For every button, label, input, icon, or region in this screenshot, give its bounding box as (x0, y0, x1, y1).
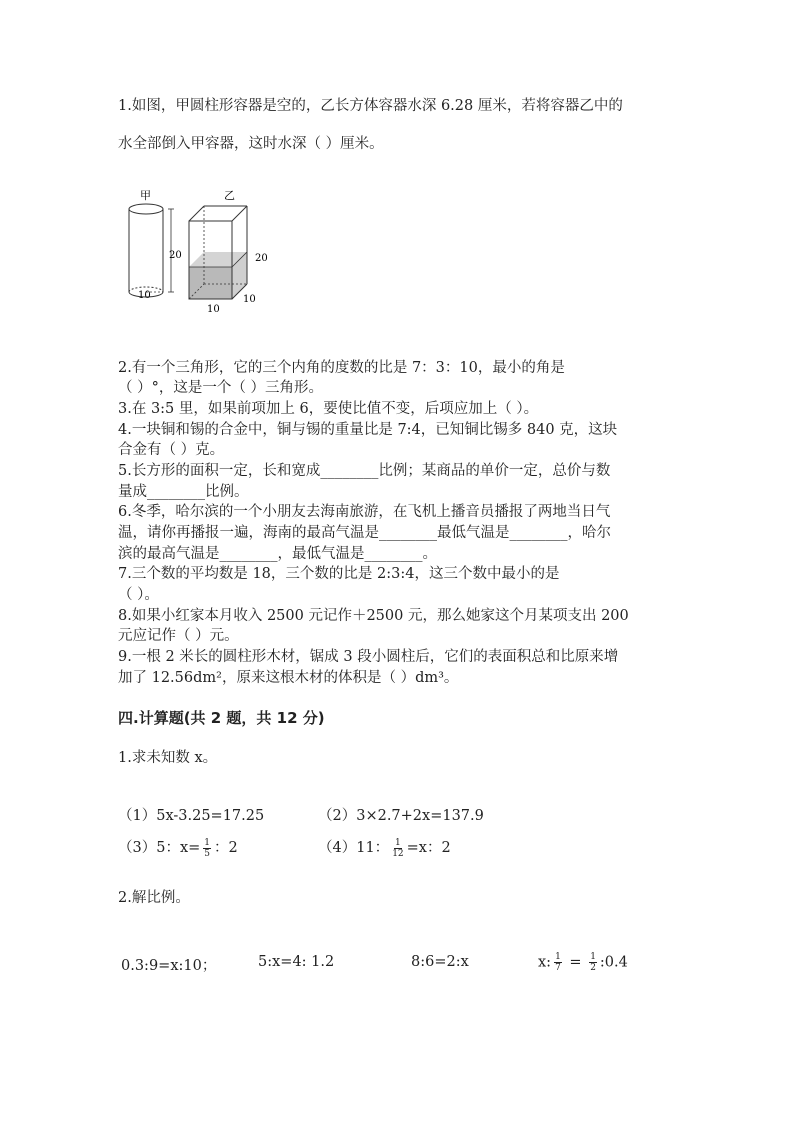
container-figure (118, 188, 278, 316)
q1-line1: 1.如图，甲圆柱形容器是空的，乙长方体容器水深 6.28 厘米，若将容器乙中的 (118, 98, 623, 114)
q9-line2: 加了 12.56dm²，原来这根木材的体积是（ ）dm³。 (118, 670, 459, 686)
q6-line2: 温，请你再播报一遍，海南的最高气温是________最低气温是________，哈尔 (118, 525, 611, 541)
q2-line2: （ ）°，这是一个（ ）三角形。 (118, 380, 323, 396)
q7-line1: 7.三个数的平均数是 18，三个数的比是 2:3:4，这三个数中最小的是 (118, 566, 560, 582)
q6-line1: 6.冬季，哈尔滨的一个小朋友去海南旅游，在飞机上播音员播报了两地当日气 (118, 504, 611, 520)
calc2-eq-1: 0.3:9=x:10； (121, 958, 217, 974)
cyl-diameter-label: 10 (138, 290, 151, 301)
calc1-p4-left: （4）11： (318, 840, 390, 856)
box-height-label: 20 (255, 253, 268, 264)
q4-line1: 4.一块铜和锡的合金中，铜与锡的重量比是 7:4，已知铜比锡多 840 克，这块 (118, 422, 618, 438)
fraction-one-half: $\frac{1}{2}$ (590, 952, 596, 973)
cyl-height-label: 20 (169, 250, 182, 261)
calc1-problem-3 (118, 836, 238, 859)
calc2-eq-3: 8:6=2:x (411, 954, 469, 970)
calc2-title: 2.解比例。 (118, 890, 190, 906)
label-jia: 甲 (140, 189, 151, 202)
fraction-one-fifth: $\frac{1}{5}$ (204, 837, 211, 859)
fraction-one-twelfth: $\frac{1}{12}$ (392, 837, 404, 859)
q1-line2: 水全部倒入甲容器，这时水深（ ）厘米。 (118, 136, 384, 152)
q8-line1: 8.如果小红家本月收入 2500 元记作＋2500 元，那么她家这个月某项支出 200 (118, 608, 629, 624)
q7-line2: （ ）。 (118, 587, 159, 603)
label-yi: 乙 (224, 189, 235, 202)
calc2-eq-4: x: $\frac{1}{7}$ = $\frac{1}{2}$ :0.4 (538, 952, 628, 973)
section4-title: 四.计算题(共 2 题，共 12 分) (118, 709, 325, 727)
q5-line1: 5.长方形的面积一定，长和宽成________比例；某商品的单价一定，总价与数 (118, 463, 611, 479)
calc1-problem-4 (318, 836, 451, 859)
box-width-label: 10 (207, 304, 220, 315)
q4-line2: 合金有（ ）克。 (118, 442, 225, 458)
q6-line3: 滨的最高气温是________，最低气温是________。 (118, 546, 437, 562)
calc1-problem-1: （1）5x-3.25=17.25 (118, 808, 265, 824)
q5-line2: 量成________比例。 (118, 484, 249, 500)
calc1-p4-right: =x：2 (406, 840, 451, 856)
q8-line2: 元应记作（ ）元。 (118, 628, 239, 644)
calc2-eq-2: 5:x=4: 1.2 (258, 954, 335, 970)
calc1-p3-right: ：2 (214, 840, 238, 856)
calc1-title: 1.求未知数 x。 (118, 750, 218, 766)
box-depth-label: 10 (243, 294, 256, 305)
q9-line1: 9.一根 2 米长的圆柱形木材，锯成 3 段小圆柱后，它们的表面积总和比原来增 (118, 649, 619, 665)
calc1-p3-left: （3）5：x= (118, 840, 201, 856)
fraction-one-seventh: $\frac{1}{7}$ (555, 952, 561, 973)
calc1-problem-2: （2）3×2.7+2x=137.9 (318, 808, 484, 824)
q2-line1: 2.有一个三角形，它的三个内角的度数的比是 7：3：10，最小的角是 (118, 360, 565, 376)
q3-line1: 3.在 3:5 里，如果前项加上 6，要使比值不变，后项应加上（ ）。 (118, 401, 539, 417)
